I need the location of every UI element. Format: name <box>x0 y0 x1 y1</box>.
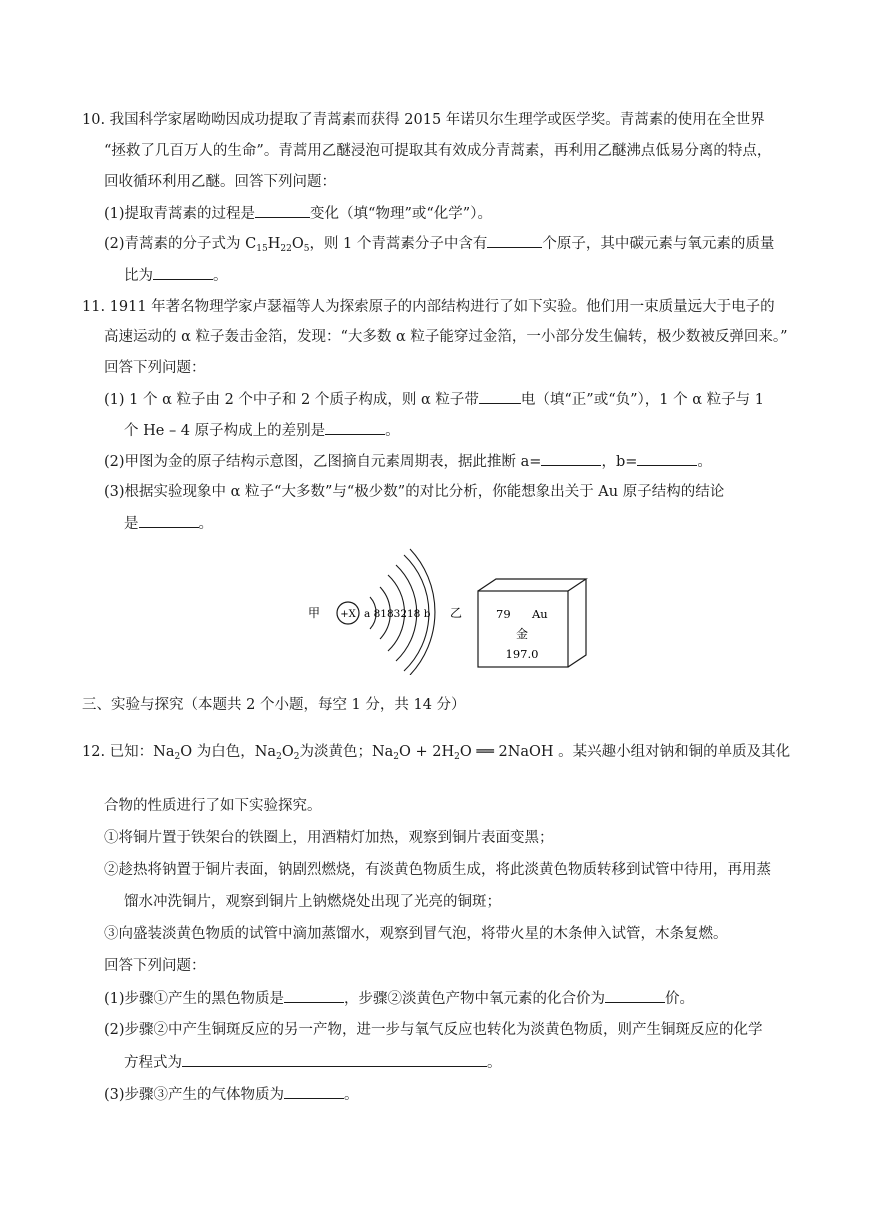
element-cell-side <box>568 579 586 667</box>
q12-p2-text-c: 。 <box>487 1055 502 1071</box>
figure-label-jia: 甲 <box>308 606 321 620</box>
q10-p2-text-g: 。 <box>213 268 228 284</box>
element-cell-top <box>478 579 586 591</box>
q10-p2-text-e: 个原子，其中碳元素与氧元素的质量 <box>542 236 775 252</box>
subscript: 22 <box>280 244 292 254</box>
q10-p2-text-b: H <box>267 236 281 252</box>
q12-l1-text: O 为白色，Na <box>180 744 277 760</box>
q12-p3-text-b: 。 <box>344 1087 359 1103</box>
q11-p1-blank-charge[interactable] <box>479 389 521 404</box>
q12-p3-text-a: (3)步骤③产生的气体物质为 <box>104 1087 285 1103</box>
q10-p2-text-c: O <box>291 236 304 252</box>
q10-part-2 <box>104 233 774 259</box>
q12-ask: 回答下列问题： <box>104 958 206 974</box>
q12-p1-text-b: ，步骤②淡黄色产物中氧元素的化合价为 <box>344 991 606 1007</box>
q10-line-2: “拯救了几百万人的生命”。青蒿用乙醚浸泡可提取其有效成分青蒿素，再利用乙醚沸点低易分离的特点， <box>104 143 772 159</box>
subscript: 2 <box>174 752 181 762</box>
q11-p3-blank-conclusion[interactable] <box>139 513 199 528</box>
q11-p1-text-a: (1) 1 个 α 粒子由 2 个中子和 2 个质子构成，则 α 粒子带 <box>104 392 479 408</box>
q11-p2-text-a: (2)甲图为金的原子结构示意图，乙图摘自元素周期表，据此推断 a= <box>104 454 542 470</box>
q10-p2-text-a: (2)青蒿素的分子式为 C <box>104 236 257 252</box>
q10-p2-blank-atoms[interactable] <box>487 233 542 248</box>
q12-p3-blank-gas[interactable] <box>284 1084 344 1099</box>
subscript: 15 <box>256 244 268 254</box>
q12-l1-text: 12. 已知：Na <box>82 744 175 760</box>
q12-step-2-cont: 馏水冲洗铜片，观察到铜片上钠燃烧处出现了光亮的铜斑； <box>124 894 501 910</box>
q12-p2-blank-equation[interactable] <box>182 1052 487 1067</box>
q12-part-2-cont <box>124 1052 502 1073</box>
q10-line-3: 回收循环利用乙醚。回答下列问题： <box>104 174 336 190</box>
q11-p1-text-c: 个 He – 4 原子构成上的差别是 <box>124 423 326 439</box>
q11-p2-text-b: ，b= <box>601 454 638 470</box>
subscript: 5 <box>303 244 310 254</box>
q10-p1-text-a: (1)提取青蒿素的过程是 <box>104 206 256 222</box>
q11-part-1-cont <box>124 420 400 441</box>
q10-p2-blank-ratio[interactable] <box>153 265 213 280</box>
q11-p3-text-b: 是 <box>124 516 139 532</box>
q10-p1-text-b: 变化（填“物理”或“化学”）。 <box>310 206 492 222</box>
q12-line-1 <box>82 742 790 767</box>
q11-part-3-cont <box>124 513 213 534</box>
q12-step-3: ③向盛装淡黄色物质的试管中滴加蒸馏水，观察到冒气泡，将带火星的木条伸入试管，木条复燃。 <box>104 926 728 942</box>
q12-p2-text-b: 方程式为 <box>124 1055 182 1071</box>
q12-p1-text-c: 价。 <box>665 991 695 1007</box>
q11-part-2 <box>104 451 712 472</box>
q11-p2-text-c: 。 <box>697 454 712 470</box>
q11-p1-text-d: 。 <box>385 423 400 439</box>
q11-part-1 <box>104 389 764 410</box>
q11-p3-text-c: 。 <box>198 516 213 532</box>
q11-line-3: 回答下列问题： <box>104 360 206 376</box>
q12-p1-blank-valence[interactable] <box>605 988 665 1003</box>
q11-line-1: 11. 1911 年著名物理学家卢瑟福等人为探索原子的内部结构进行了如下实验。他们用一束质量远大于电子的 <box>82 299 775 315</box>
q12-l1-text: O + 2H <box>399 744 455 760</box>
q11-line-2: 高速运动的 α 粒子轰击金箔，发现：“大多数 α 粒子能穿过金箔，一小部分发生偏转，极少数被反弹回来。” <box>104 329 788 345</box>
q10-line-1: 10. 我国科学家屠呦呦因成功提取了青蒿素而获得 2015 年诺贝尔生理学或医学奖。青蒿素的使用在全世界 <box>82 112 765 128</box>
q12-step-1: ①将铜片置于铁架台的铁圈上，用酒精灯加热，观察到铜片表面变黑； <box>104 830 554 846</box>
q11-p2-blank-b[interactable] <box>637 451 697 466</box>
q11-p1-text-b: 电（填“正”或“负”），1 个 α 粒子与 1 <box>520 392 764 408</box>
element-symbol: Au <box>532 607 548 621</box>
q10-part-1 <box>104 203 492 224</box>
q12-l1-text: 为淡黄色；Na <box>299 744 394 760</box>
q10-p1-blank[interactable] <box>255 203 310 218</box>
q12-p1-text-a: (1)步骤①产生的黑色物质是 <box>104 991 285 1007</box>
q11-part-3: (3)根据实验现象中 α 粒子“大多数”与“极少数”的对比分析，你能想象出关于 Au 原子结构的结论 <box>104 484 725 500</box>
subscript: 2 <box>393 752 400 762</box>
element-name: 金 <box>515 627 529 641</box>
subscript: 2 <box>293 752 300 762</box>
q12-part-1 <box>104 988 694 1009</box>
q12-line-2: 合物的性质进行了如下实验探究。 <box>104 798 322 814</box>
q12-l1-text: O <box>281 744 294 760</box>
q12-part-2: (2)步骤②中产生铜斑反应的另一产物，进一步与氧气反应也转化为淡黄色物质，则产生铜斑反应的化学 <box>104 1022 763 1038</box>
gold-atom-figure <box>300 545 600 675</box>
section-3-header: 三、实验与探究（本题共 2 个小题，每空 1 分，共 14 分） <box>82 697 466 713</box>
subscript: 2 <box>276 752 282 762</box>
atomic-mass: 197.0 <box>505 647 539 661</box>
q12-step-2: ②趁热将钠置于铜片表面，钠剧烈燃烧，有淡黄色物质生成，将此淡黄色物质转移到试管中待用，再用蒸 <box>104 862 771 878</box>
q10-part-2-cont <box>124 265 228 286</box>
electron-shell-numbers: a 8183218 b <box>364 608 431 620</box>
q11-p2-blank-a[interactable] <box>541 451 601 466</box>
subscript: 2 <box>454 752 460 762</box>
figure-label-yi: 乙 <box>450 606 463 620</box>
q10-p2-text-f: 比为 <box>124 268 153 284</box>
q12-p1-blank-black[interactable] <box>284 988 344 1003</box>
nucleus-label: +X <box>340 609 356 620</box>
q11-p1-blank-difference[interactable] <box>325 420 385 435</box>
q10-p2-text-d: ，则 1 个青蒿素分子中含有 <box>309 236 488 252</box>
q12-l1-text: O ══ 2NaOH 。某兴趣小组对钠和铜的单质及其化 <box>459 744 791 760</box>
atomic-number: 79 <box>496 607 511 621</box>
q12-part-3 <box>104 1084 359 1105</box>
